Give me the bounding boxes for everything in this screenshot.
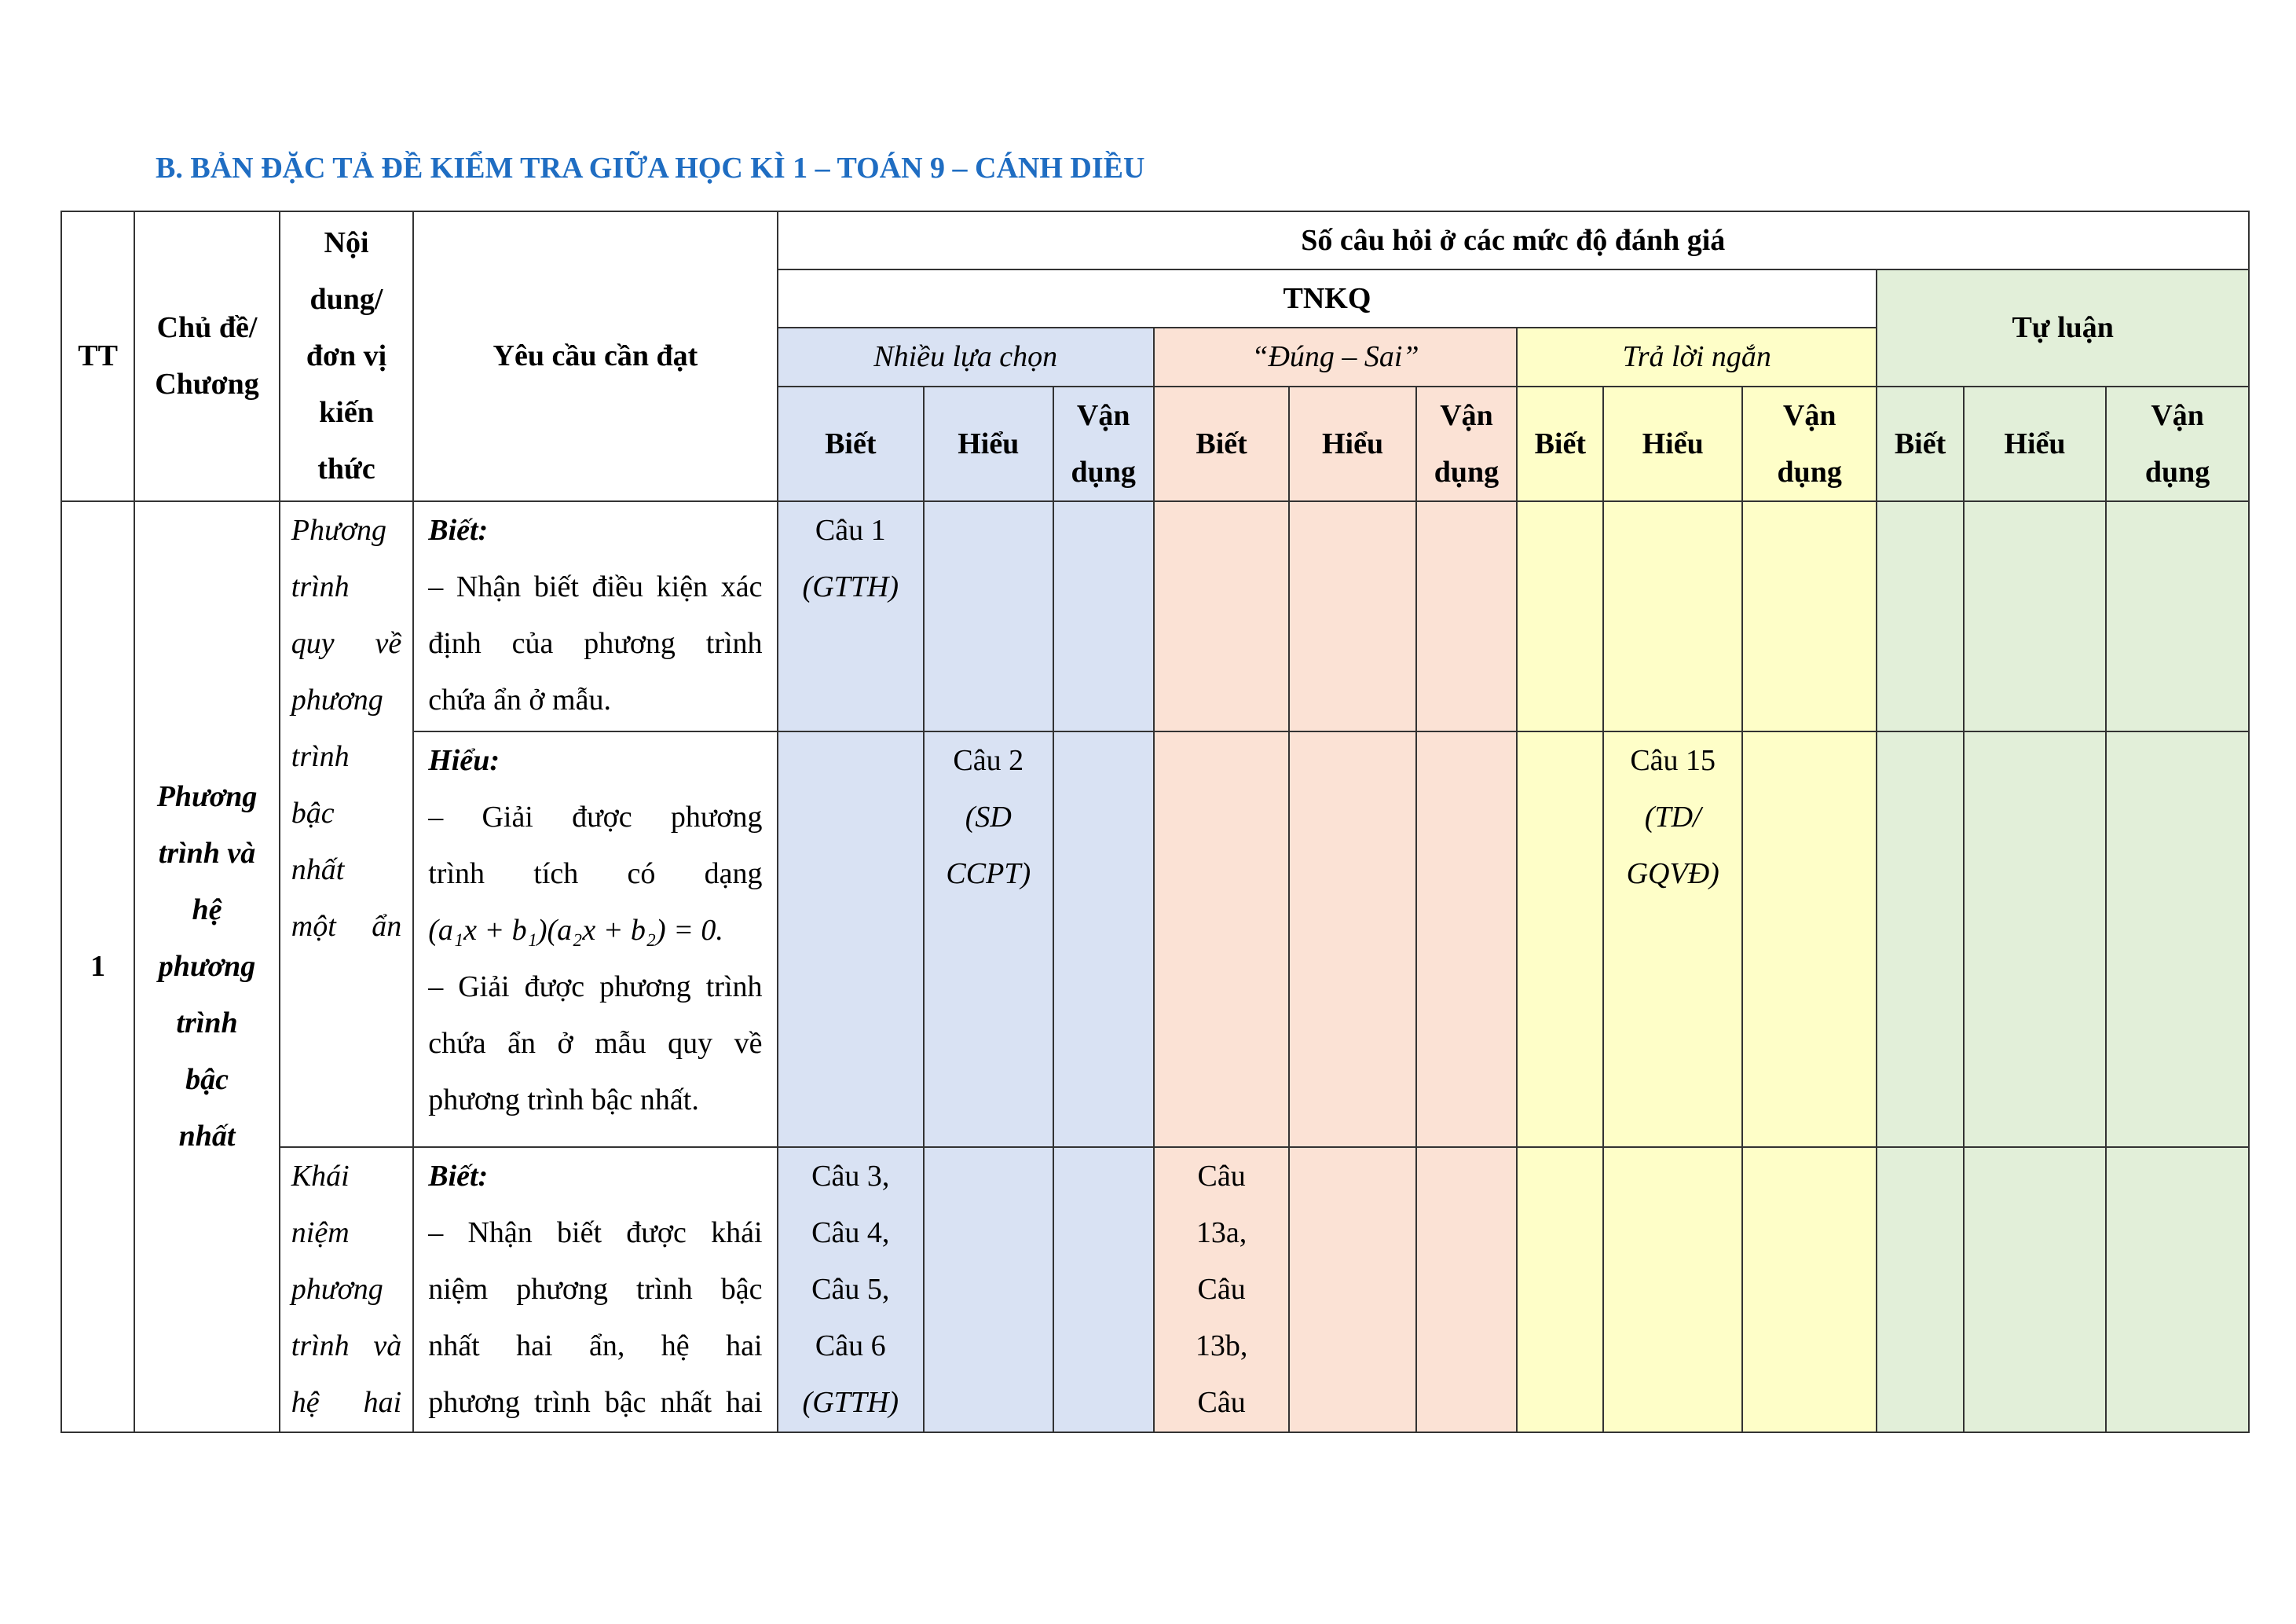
header-mc-hieu: Hiểu [924,387,1053,501]
sa-hieu-cell-2: Câu 15 (TD/ GQVĐ) [1603,731,1741,1147]
header-mc-biet: Biết [778,387,925,501]
ds-biet-cell-3: Câu 13a, Câu 13b, Câu [1154,1147,1289,1432]
row-tt: 1 [61,501,134,1432]
requirement-cell-3: Biết: – Nhận biết được khái niệm phương trình bậc nhất hai ẩn, hệ hai phương trình bậc nhất hai [413,1147,777,1432]
document-title: B. BẢN ĐẶC TẢ ĐỀ KIỂM TRA GIỮA HỌC KÌ 1 – TOÁN 9 – CÁNH DIỀU [156,152,1145,185]
header-sa-van-dung: Vận dụng [1742,387,1877,501]
header-tl-biet: Biết [1877,387,1963,501]
header-tra-loi-ngan: Trả lời ngắn [1517,328,1877,386]
header-so-cau-hoi: Số câu hỏi ở các mức độ đánh giá [778,211,2249,269]
unit-cell-2: Khái niệm phương trình và hệ hai [280,1147,413,1432]
topic-cell: Phương trình và hệ phương trình bậc nhất [134,501,280,1432]
header-ds-van-dung: Vận dụng [1416,387,1517,501]
header-sa-hieu: Hiểu [1603,387,1741,501]
mc-biet-cell-1: Câu 1 (GTTH) [778,501,925,731]
header-mc-van-dung: Vận dụng [1053,387,1154,501]
formula: (a₁x + b₁)(a₂x + b₂) = 0. [428,913,723,947]
header-sa-biet: Biết [1517,387,1603,501]
header-chu-de: Chủ đề/ Chương [134,211,280,501]
mc-biet-cell-3: Câu 3, Câu 4, Câu 5, Câu 6 (GTTH) [778,1147,925,1432]
header-yeu-cau: Yêu cầu cần đạt [413,211,777,501]
header-ds-hieu: Hiểu [1289,387,1415,501]
header-dung-sai: “Đúng – Sai” [1154,328,1517,386]
requirement-cell-2: Hiểu: – Giải được phương trình tích có dạng (a₁x + b₁)(a₂x + b₂) = 0. – Giải được phương trình chứa ẩn ở mẫu quy về phương trình bậc nhất. [413,731,777,1147]
specification-table [60,211,2250,1433]
header-ds-biet: Biết [1154,387,1289,501]
unit-cell-1: Phương trình quy về phương trình bậc nhất một ẩn [280,501,413,1147]
header-tu-luan: Tự luận [1877,269,2249,386]
requirement-cell-1: Biết: – Nhận biết điều kiện xác định của phương trình chứa ẩn ở mẫu. [413,501,777,731]
header-nhieu-lua-chon: Nhiều lựa chọn [778,328,1154,386]
header-tl-hieu: Hiểu [1964,387,2107,501]
table-row [61,1147,2249,1432]
header-tnkq: TNKQ [778,269,1877,328]
table-row [61,501,2249,731]
header-tt: TT [61,211,134,501]
header-tl-van-dung: Vận dụng [2106,387,2249,501]
mc-hieu-cell-2: Câu 2 (SD CCPT) [924,731,1053,1147]
header-noi-dung: Nội dung/ đơn vị kiến thức [280,211,413,501]
